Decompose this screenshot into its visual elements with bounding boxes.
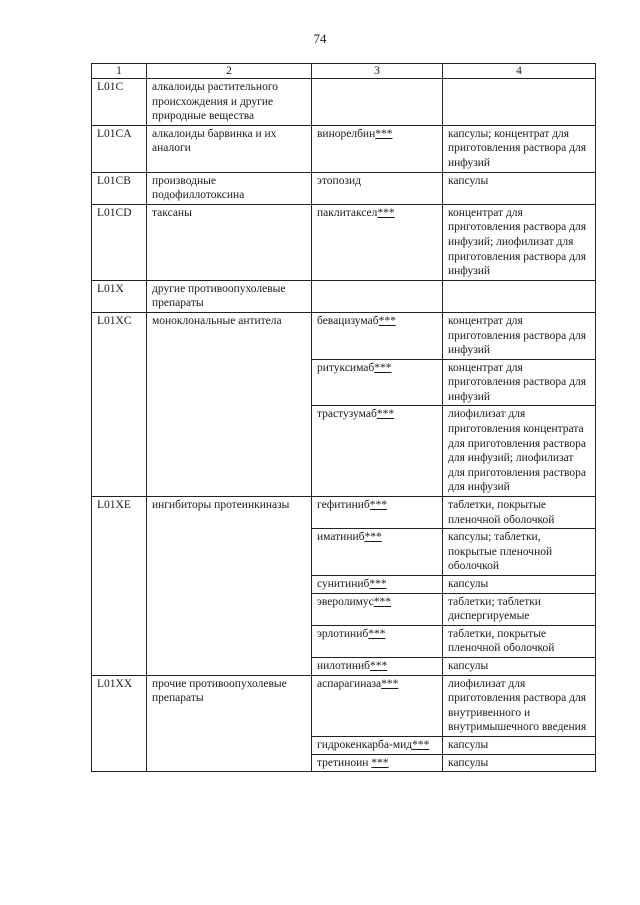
drug-name: эверолимус <box>317 595 374 608</box>
table-body <box>92 79 596 772</box>
atc-code-cell: L01CB <box>92 172 147 204</box>
drug-marker: *** <box>371 756 389 769</box>
dosage-form-cell: капсулы; концентрат для приготовления раствора для инфузий <box>443 125 596 172</box>
dosage-form-cell: таблетки, покрытые пленочной оболочкой <box>443 497 596 529</box>
drug-name: этопозид <box>317 174 362 187</box>
drug-marker: *** <box>374 361 392 374</box>
group-name-cell: производные подофиллотоксина <box>147 172 312 204</box>
drug-marker: *** <box>364 531 382 544</box>
drug-marker: *** <box>373 595 392 608</box>
table-row <box>92 172 596 204</box>
atc-code-cell: L01XE <box>92 497 147 676</box>
table-row <box>92 497 596 529</box>
drug-name-cell <box>312 736 443 754</box>
drug-marker: *** <box>368 627 386 640</box>
drug-name-cell <box>312 172 443 204</box>
drug-name: третиноин <box>317 756 372 769</box>
drug-name-cell <box>312 675 443 736</box>
drug-name: паклитаксел <box>317 206 378 219</box>
dosage-form-cell: капсулы; таблетки, покрытые пленочной оболочкой <box>443 529 596 576</box>
drug-name-cell <box>312 204 443 280</box>
atc-code-cell: L01X <box>92 280 147 312</box>
table-row <box>92 280 596 312</box>
table-header-row <box>92 64 596 79</box>
drug-marker: *** <box>369 578 387 590</box>
drug-name: эрлотиниб <box>317 627 369 640</box>
drug-name-cell <box>312 359 443 406</box>
drug-name: аспарагиназа <box>317 677 382 690</box>
drug-marker: *** <box>376 408 395 421</box>
drug-marker: *** <box>375 127 393 140</box>
drug-name: сунитиниб <box>317 578 370 590</box>
drug-name-cell <box>312 79 443 126</box>
dosage-form-cell: концентрат для приготовления раствора для инфузий <box>443 359 596 406</box>
drug-name-cell <box>312 625 443 657</box>
drug-marker: *** <box>378 314 396 327</box>
group-name-cell: прочие противоопухолевые препараты <box>147 675 312 772</box>
dosage-form-cell: капсулы <box>443 657 596 675</box>
group-name-cell: моноклональные антитела <box>147 312 312 496</box>
table-row <box>92 79 596 126</box>
group-name-cell: таксаны <box>147 204 312 280</box>
drug-table <box>91 63 596 772</box>
group-name-cell: алкалоиды растительного происхождения и другие природные вещества <box>147 79 312 126</box>
atc-code-cell: L01CA <box>92 125 147 172</box>
drug-name-cell <box>312 312 443 359</box>
drug-name-cell <box>312 529 443 576</box>
header-cell: 1 <box>92 64 147 79</box>
drug-marker: *** <box>377 206 395 219</box>
drug-name: иматиниб <box>317 531 365 544</box>
drug-name-cell <box>312 576 443 594</box>
drug-name-cell <box>312 657 443 675</box>
drug-marker: *** <box>381 677 399 690</box>
dosage-form-cell: лиофилизат для приготовления концентрата для приготовления раствора для инфузий; лиофилизат для приготовления раствора для инфузий <box>443 406 596 497</box>
dosage-form-cell: капсулы <box>443 576 596 594</box>
dosage-form-cell: лиофилизат для приготовления раствора для внутривенного и внутримышечного введения <box>443 675 596 736</box>
drug-name-cell <box>312 754 443 772</box>
atc-code-cell: L01C <box>92 79 147 126</box>
drug-name: трастузумаб <box>317 408 377 421</box>
drug-name: гидрокенкарба-мид <box>317 738 413 751</box>
drug-name: бевацизумаб <box>317 314 379 327</box>
dosage-form-cell: концентрат для приготовления раствора для инфузий; лиофилизат для приготовления раствора для инфузий <box>443 204 596 280</box>
dosage-form-cell: капсулы <box>443 172 596 204</box>
dosage-form-cell <box>443 280 596 312</box>
drug-name-cell <box>312 497 443 529</box>
drug-name-cell <box>312 125 443 172</box>
drug-marker: *** <box>370 659 388 672</box>
drug-name-cell <box>312 406 443 497</box>
header-cell: 3 <box>312 64 443 79</box>
header-cell: 2 <box>147 64 312 79</box>
drug-name: ритуксимаб <box>317 361 375 374</box>
dosage-form-cell: концентрат для приготовления раствора для инфузий <box>443 312 596 359</box>
table-row <box>92 312 596 359</box>
drug-name: винорелбин <box>317 127 376 140</box>
atc-code-cell: L01XX <box>92 675 147 772</box>
dosage-form-cell: капсулы <box>443 736 596 754</box>
dosage-form-cell: таблетки; таблетки диспергируемые <box>443 593 596 625</box>
group-name-cell: ингибиторы протеинкиназы <box>147 497 312 676</box>
group-name-cell: другие противоопухолевые препараты <box>147 280 312 312</box>
dosage-form-cell: таблетки, покрытые пленочной оболочкой <box>443 625 596 657</box>
table-row <box>92 204 596 280</box>
dosage-form-cell <box>443 79 596 126</box>
drug-marker: *** <box>369 499 388 512</box>
page-number: 74 <box>313 31 327 46</box>
table-row <box>92 125 596 172</box>
drug-marker: *** <box>412 738 430 751</box>
group-name-cell: алкалоиды барвинка и их аналоги <box>147 125 312 172</box>
drug-name: нилотиниб <box>317 659 370 672</box>
header-cell: 4 <box>443 64 596 79</box>
dosage-form-cell: капсулы <box>443 754 596 772</box>
atc-code-cell: L01CD <box>92 204 147 280</box>
atc-code-cell: L01XC <box>92 312 147 496</box>
table-row <box>92 675 596 736</box>
drug-name-cell <box>312 593 443 625</box>
drug-name-cell <box>312 280 443 312</box>
drug-name: гефитиниб <box>317 499 370 512</box>
